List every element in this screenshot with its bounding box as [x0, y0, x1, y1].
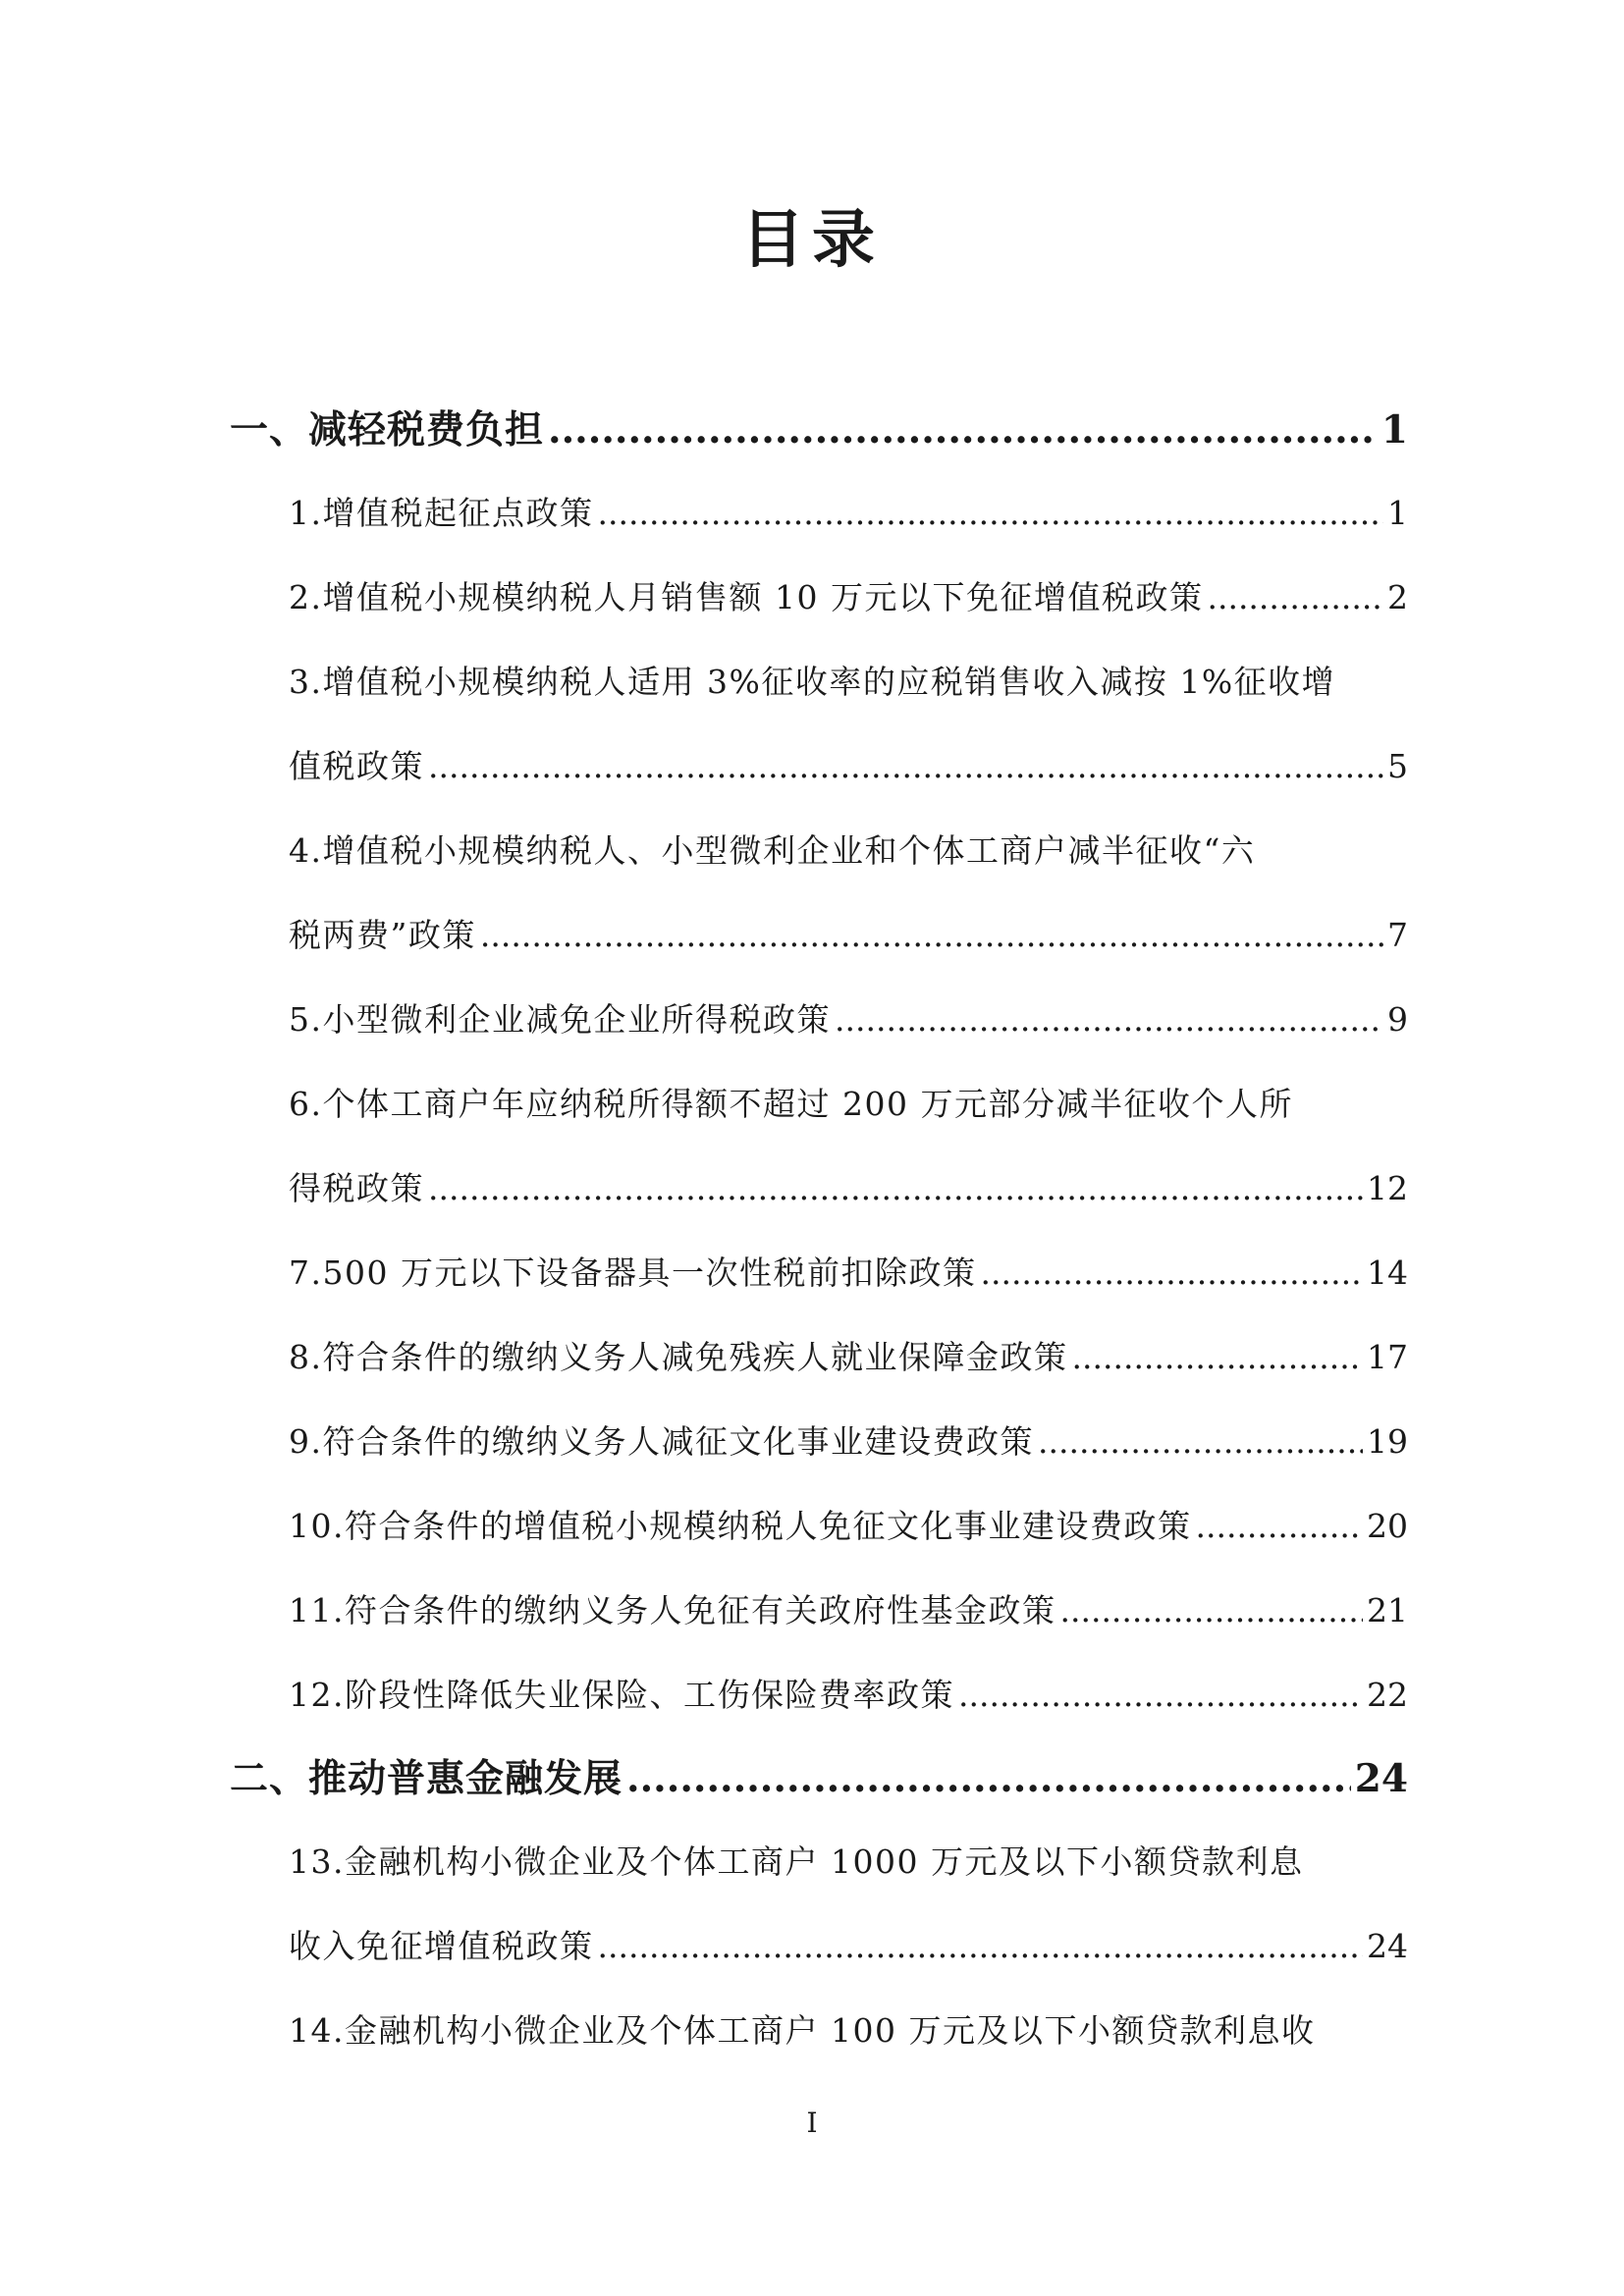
toc-item-label: 11.符合条件的缴纳义务人免征有关政府性基金政策	[289, 1591, 1056, 1629]
dot-leader	[428, 742, 1383, 791]
toc-item-10[interactable]	[289, 1502, 1408, 1551]
toc-item-13-line-1[interactable]	[289, 1838, 1408, 1887]
toc-item-label: 值税政策	[289, 747, 424, 785]
toc-item-8[interactable]	[289, 1333, 1408, 1382]
toc-item-14-line-1[interactable]	[289, 2006, 1408, 2056]
toc-page-number: 2	[1387, 578, 1408, 616]
page-title: 目录	[741, 203, 883, 277]
toc-item-label: 8.符合条件的缴纳义务人减免残疾人就业保障金政策	[289, 1338, 1068, 1376]
toc-item-label: 9.符合条件的缴纳义务人减征文化事业建设费政策	[289, 1422, 1034, 1461]
toc-page-number: 9	[1387, 1000, 1408, 1039]
toc-page-number: 19	[1367, 1422, 1408, 1461]
toc-item-label: 13.金融机构小微企业及个体工商户 1000 万元及以下小额贷款利息	[289, 1842, 1304, 1881]
toc-item-11[interactable]	[289, 1586, 1408, 1635]
dot-leader	[958, 1671, 1363, 1720]
toc-page-number: 1	[1380, 407, 1408, 453]
toc-item-7[interactable]	[289, 1249, 1408, 1298]
toc-page-number: 22	[1367, 1676, 1408, 1714]
toc-item-2[interactable]	[289, 573, 1408, 622]
toc-page-number: 7	[1387, 916, 1408, 954]
toc-item-label: 税两费”政策	[289, 916, 476, 954]
toc-page-number: 14	[1367, 1254, 1408, 1292]
toc-page-number: 12	[1367, 1169, 1408, 1207]
toc-item-label: 5.小型微利企业减免企业所得税政策	[289, 1000, 831, 1039]
toc-page-number: 24	[1367, 1927, 1408, 1965]
toc-item-4-line-1[interactable]	[289, 827, 1408, 876]
toc-section-1[interactable]	[230, 402, 1408, 457]
toc-page-number: 21	[1367, 1591, 1408, 1629]
toc-page-number: 17	[1367, 1338, 1408, 1376]
toc-item-label: 4.增值税小规模纳税人、小型微利企业和个体工商户减半征收“六	[289, 831, 1256, 870]
toc-item-4-line-2[interactable]	[289, 911, 1408, 960]
dot-leader	[1059, 1586, 1363, 1635]
page-number-footer: I	[806, 2107, 818, 2139]
toc-item-label: 3.增值税小规模纳税人适用 3%征收率的应税销售收入减按 1%征收增	[289, 663, 1336, 701]
toc-page-number: 1	[1387, 494, 1408, 532]
toc-item-label: 12.阶段性降低失业保险、工伤保险费率政策	[289, 1676, 954, 1714]
dot-leader	[428, 1164, 1363, 1213]
toc-item-label: 收入免征增值税政策	[289, 1927, 594, 1965]
toc-item-label: 2.增值税小规模纳税人月销售额 10 万元以下免征增值税政策	[289, 578, 1204, 616]
toc-item-label: 得税政策	[289, 1169, 424, 1207]
dot-leader	[480, 911, 1383, 960]
toc-section-label: 一、减轻税费负担	[230, 407, 545, 453]
dot-leader	[1195, 1502, 1363, 1551]
toc-item-6-line-1[interactable]	[289, 1080, 1408, 1129]
toc-item-6-line-2[interactable]	[289, 1164, 1408, 1213]
toc-page-number: 20	[1367, 1507, 1408, 1545]
toc-item-label: 7.500 万元以下设备器具一次性税前扣除政策	[289, 1254, 977, 1292]
toc-item-label: 6.个体工商户年应纳税所得额不超过 200 万元部分减半征收个人所	[289, 1085, 1293, 1123]
dot-leader	[598, 489, 1384, 538]
dot-leader	[1072, 1333, 1364, 1382]
dot-leader	[598, 1922, 1364, 1971]
toc-item-12[interactable]	[289, 1671, 1408, 1720]
toc-item-1[interactable]	[289, 489, 1408, 538]
toc-item-3-line-2[interactable]	[289, 742, 1408, 791]
toc-section-2[interactable]	[230, 1751, 1408, 1806]
dot-leader	[980, 1249, 1363, 1298]
toc-page-number: 5	[1387, 747, 1408, 785]
toc-item-3-line-1[interactable]	[289, 658, 1408, 707]
toc-section-label: 二、推动普惠金融发展	[230, 1756, 623, 1801]
dot-leader	[626, 1751, 1351, 1806]
toc-item-label: 10.符合条件的增值税小规模纳税人免征文化事业建设费政策	[289, 1507, 1192, 1545]
toc-item-label: 14.金融机构小微企业及个体工商户 100 万元及以下小额贷款利息收	[289, 2011, 1316, 2050]
dot-leader	[1038, 1417, 1363, 1467]
dot-leader	[835, 995, 1383, 1044]
dot-leader	[548, 402, 1378, 457]
toc-item-13-line-2[interactable]	[289, 1922, 1408, 1971]
toc-item-label: 1.增值税起征点政策	[289, 494, 594, 532]
dot-leader	[1207, 573, 1383, 622]
toc-item-9[interactable]	[289, 1417, 1408, 1467]
toc-page-number: 24	[1354, 1756, 1408, 1801]
toc-item-5[interactable]	[289, 995, 1408, 1044]
